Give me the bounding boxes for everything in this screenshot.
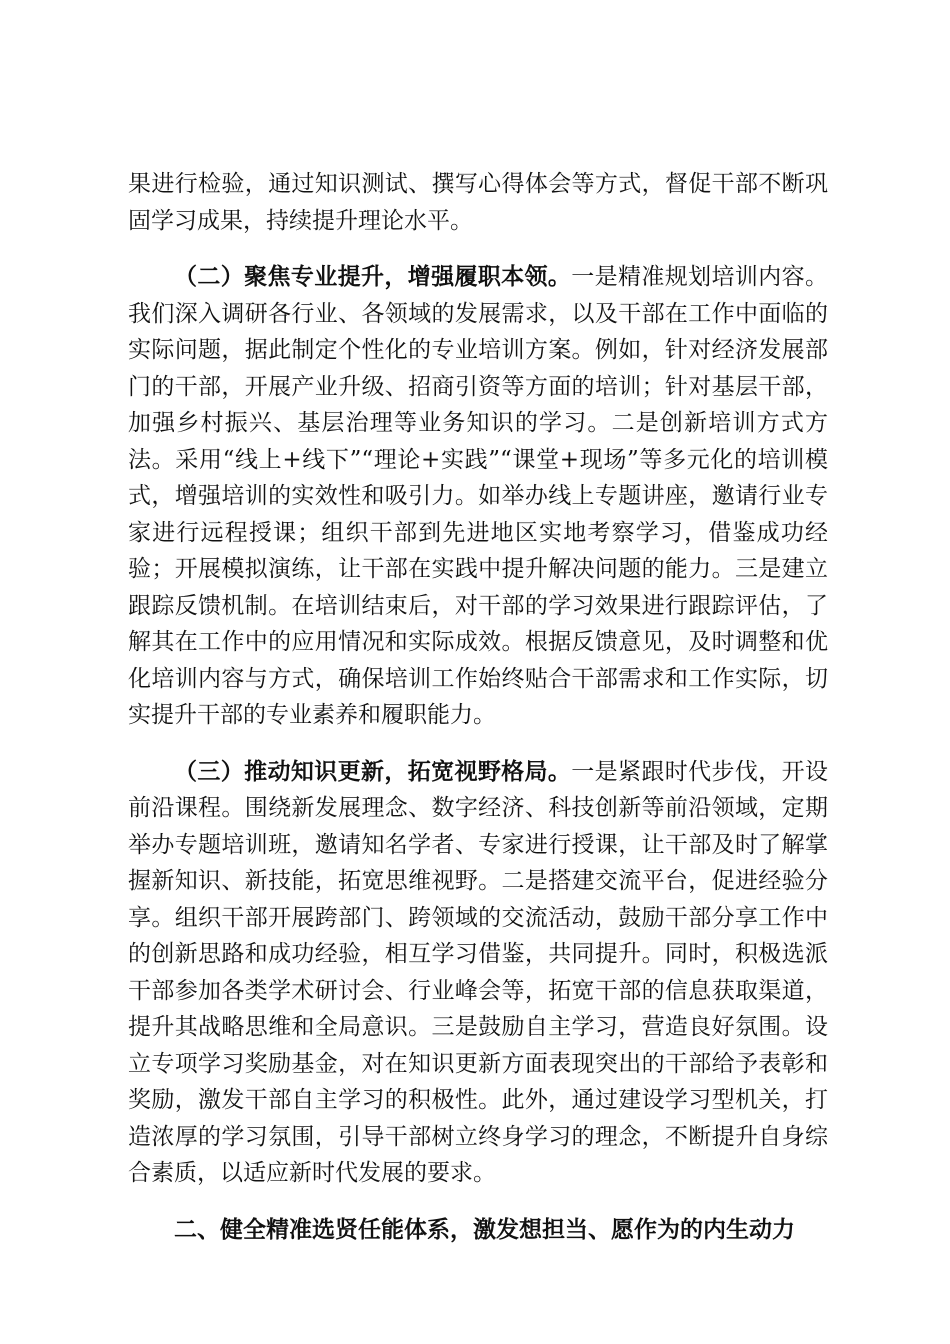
paragraph-continuation — [128, 166, 828, 239]
paragraph-text: 果进行检验，通过知识测试、撰写心得体会等方式，督促干部不断巩固学习成果，持续提升理论水平。 — [128, 171, 828, 234]
section-heading: 二、健全精准选贤任能体系，激发想担当、愿作为的内生动力 — [174, 1216, 795, 1243]
paragraph-lead-heading: （二）聚焦专业提升，增强履职本领。 — [174, 264, 572, 290]
paragraph-text: 一是精准规划培训内容。我们深入调研各行业、各领域的发展需求，以及干部在工作中面临的实际问题，据此制定个性化的专业培训方案。例如，针对经济发展部门的干部，开展产业升级、招商引资等方面的培训；针对基层干部，加强乡村振兴、基层治理等业务知识的学习。二是创新培训方式方法。采用“线上+线下”“理论+实践”“课堂+现场”等多元化的培训模式，增强培训的实效性和吸引力。如举办线上专题讲座，邀请行业专家进行远程授课；组织干部到先进地区实地考察学习，借鉴成功经验；开展模拟演练，让干部在实践中提升解决问题的能力。三是建立跟踪反馈机制。在培训结束后，对干部的学习效果进行跟踪评估，了解其在工作中的应用情况和实际成效。根据反馈意见，及时调整和优化培训内容与方式，确保培训工作始终贴合干部需求和工作实际，切实提升干部的专业素养和履职能力。 — [128, 264, 829, 728]
document-body — [128, 166, 828, 1248]
paragraph-section-3 — [128, 754, 828, 1192]
paragraph-section-2 — [128, 259, 828, 734]
paragraph-text: 一是紧跟时代步伐，开设前沿课程。围绕新发展理念、数字经济、科技创新等前沿领域，定期举办专题培训班，邀请知名学者、专家进行授课，让干部及时了解掌握新知识、新技能，拓宽思维视野。二是搭建交流平台，促进经验分享。组织干部开展跨部门、跨领域的交流活动，鼓励干部分享工作中的创新思路和成功经验，相互学习借鉴，共同提升。同时，积极选派干部参加各类学术研讨会、行业峰会等，拓宽干部的信息获取渠道，提升其战略思维和全局意识。三是鼓励自主学习，营造良好氛围。设立专项学习奖励基金，对在知识更新方面表现突出的干部给予表彰和奖励，激发干部自主学习的积极性。此外，通过建设学习型机关，打造浓厚的学习氛围，引导干部树立终身学习的理念，不断提升自身综合素质，以适应新时代发展的要求。 — [128, 758, 829, 1186]
paragraph-lead-heading: （三）推动知识更新，拓宽视野格局。 — [174, 758, 572, 785]
